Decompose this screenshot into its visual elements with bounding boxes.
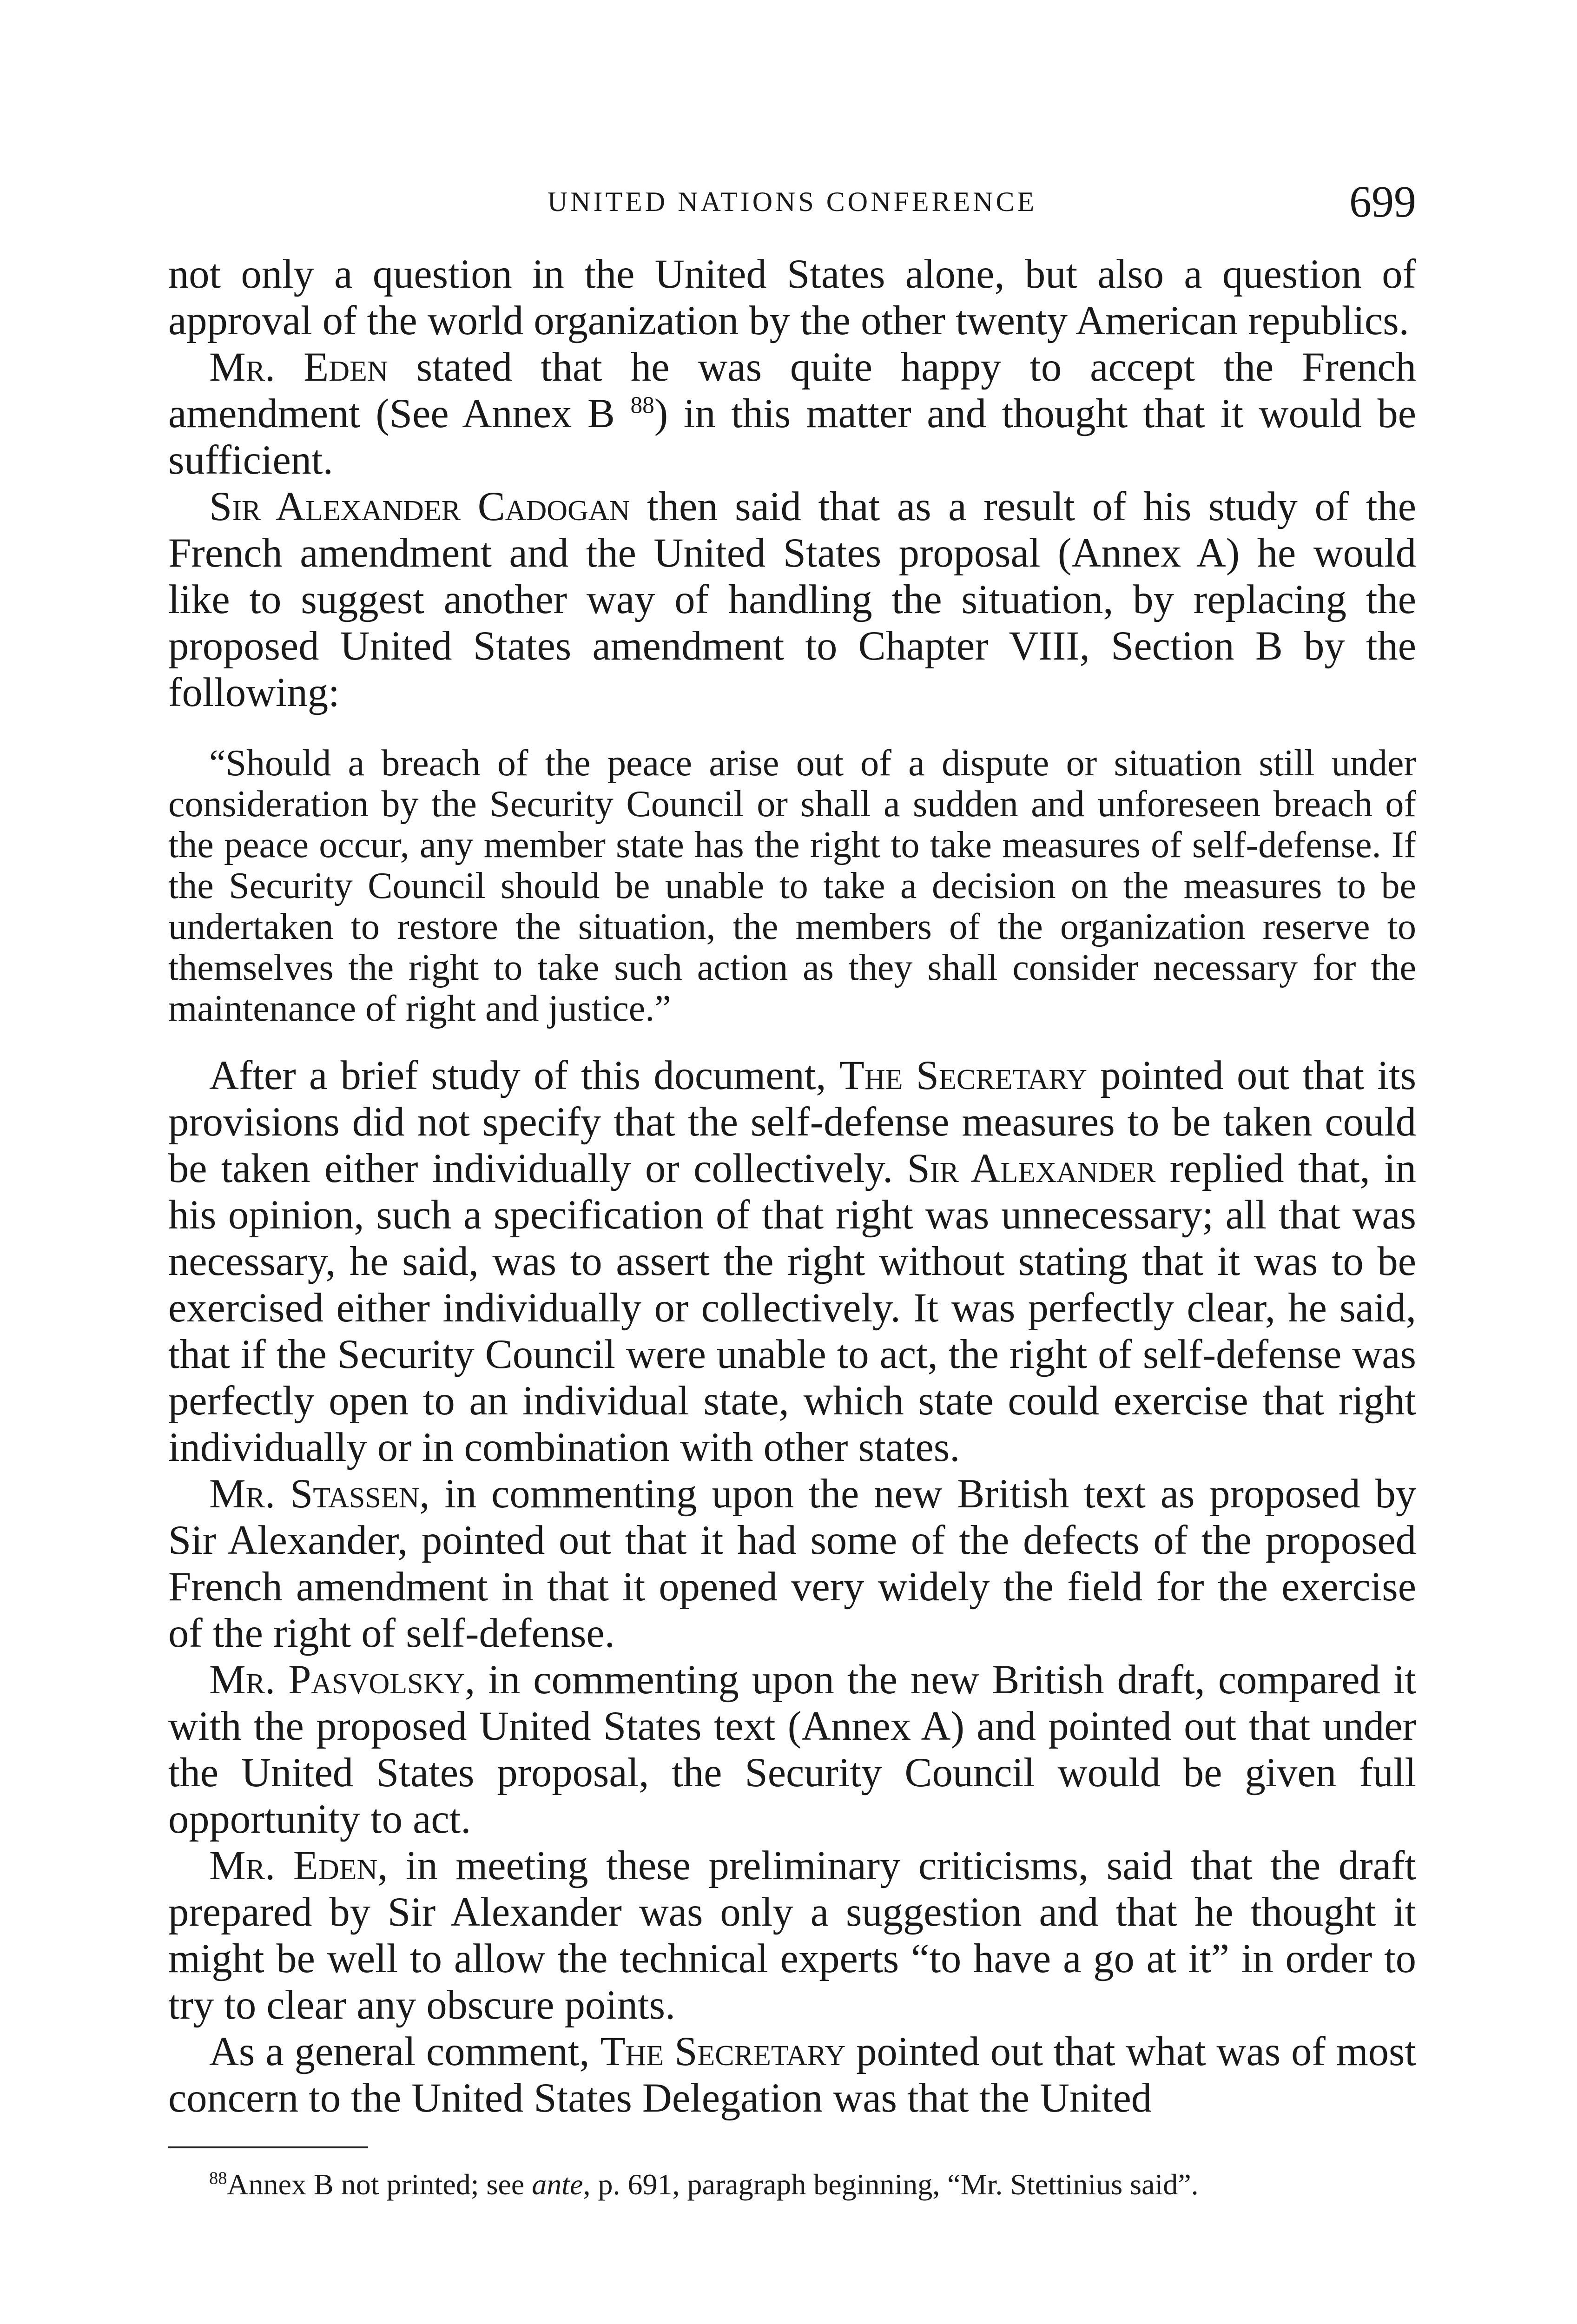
speaker-name: Sir Alexander Cadogan bbox=[209, 484, 630, 529]
paragraph-continuation bbox=[168, 251, 1416, 344]
paragraph-general-comment bbox=[168, 2028, 1416, 2121]
speaker-name: The Secretary bbox=[839, 1053, 1087, 1098]
paragraph-text: pointed out that its provisions did not specify that the self-defense measures to be taken could be taken either individually or collectively. bbox=[168, 1053, 1417, 1191]
running-head: UNITED NATIONS CONFERENCE bbox=[547, 186, 1037, 217]
footnote bbox=[168, 2167, 1416, 2202]
paragraph-text: pointed out that what was of most concern to the United States Delegation was that the United bbox=[168, 2029, 1416, 2121]
speaker-name: Mr. Eden bbox=[209, 1843, 378, 1888]
footnote-italic: ante bbox=[532, 2168, 583, 2201]
paragraph-text: replied that, in his opinion, such a specification of that right was unnecessary; all that was necessary, he said, was to assert the right without stating that it was to be exercised either individually or collectively. It was perfectly clear, he said, that if the Security Council were unable to act, the right of self-defense was perfectly open to an individual state, which state could exercise that right individually or in combination with other states. bbox=[168, 1146, 1416, 1470]
paragraph-text: not only a question in the United States alone, but also a question of approval of the world organization by the other twenty American republics. bbox=[168, 251, 1416, 343]
footnote-text: , p. 691, paragraph beginning, “Mr. Stettinius said”. bbox=[583, 2168, 1199, 2201]
paragraph-pasvolsky bbox=[168, 1657, 1416, 1842]
paragraph-text: stated that he was quite happy to accept the French amendment (See Annex B bbox=[168, 344, 1416, 436]
footnote-divider bbox=[168, 2146, 368, 2148]
footnote-marker: 88 bbox=[209, 2168, 227, 2188]
paragraph-text: , in commenting upon the new British text as proposed by Sir Alexander, pointed out that it had some of the defects of the proposed French amendment in that it opened very widely the field for the exercise of the right of self-defense. bbox=[168, 1471, 1417, 1656]
speaker-name: Mr. Stassen bbox=[209, 1471, 420, 1517]
page-number: 699 bbox=[1349, 177, 1416, 226]
paragraph-secretary-comment bbox=[168, 1052, 1416, 1471]
paragraph-text: After a brief study of this document, bbox=[209, 1053, 839, 1098]
footnote-reference: 88 bbox=[630, 392, 654, 419]
paragraph-text: , in commenting upon the new British draft, compared it with the proposed United States text (Annex A) and pointed out that under the United States proposal, the Security Council would be given full opportunity to act. bbox=[168, 1657, 1416, 1842]
paragraph-cadogan-proposal bbox=[168, 483, 1416, 716]
block-quote: “Should a breach of the peace arise out of a dispute or situation still under consideration by the Security Council or shall a sudden and unforeseen breach of the peace occur, any member state has the right to take measures of self-defense. If the Security Council should be unable to take a decision on the measures to be undertaken to restore the situation, the members of the organization reserve to themselves the right to take such action as they shall consider necessary for the maintenance of right and justice.” bbox=[168, 743, 1416, 1029]
paragraph-text: As a general comment, bbox=[209, 2029, 600, 2074]
paragraph-text: ) in this matter and thought that it would be sufficient. bbox=[168, 391, 1416, 483]
page-header bbox=[168, 177, 1416, 251]
paragraph-stassen bbox=[168, 1471, 1416, 1657]
paragraph-text: then said that as a result of his study of the French amendment and the United States proposal (Annex A) he would like to suggest another way of handling the situation, by replacing the proposed United States amendment to Chapter VIII, Section B by the following: bbox=[168, 484, 1417, 715]
paragraph-eden-reply bbox=[168, 1842, 1416, 2028]
paragraph-eden-accepts bbox=[168, 344, 1416, 483]
document-page bbox=[168, 177, 1417, 2202]
speaker-name: Mr. Pasvolsky bbox=[209, 1657, 465, 1703]
footnote-text: Annex B not printed; see bbox=[227, 2168, 532, 2201]
paragraph-text: , in meeting these preliminary criticisms, said that the draft prepared by Sir Alexander was only a suggestion and that he thought it might be well to allow the technical experts “to have a go at it” in order to try to clear any obscure points. bbox=[168, 1843, 1416, 2028]
speaker-name: Sir Alexander bbox=[907, 1146, 1156, 1191]
speaker-name: The Secretary bbox=[600, 2029, 846, 2074]
speaker-name: Mr. Eden bbox=[209, 344, 388, 390]
